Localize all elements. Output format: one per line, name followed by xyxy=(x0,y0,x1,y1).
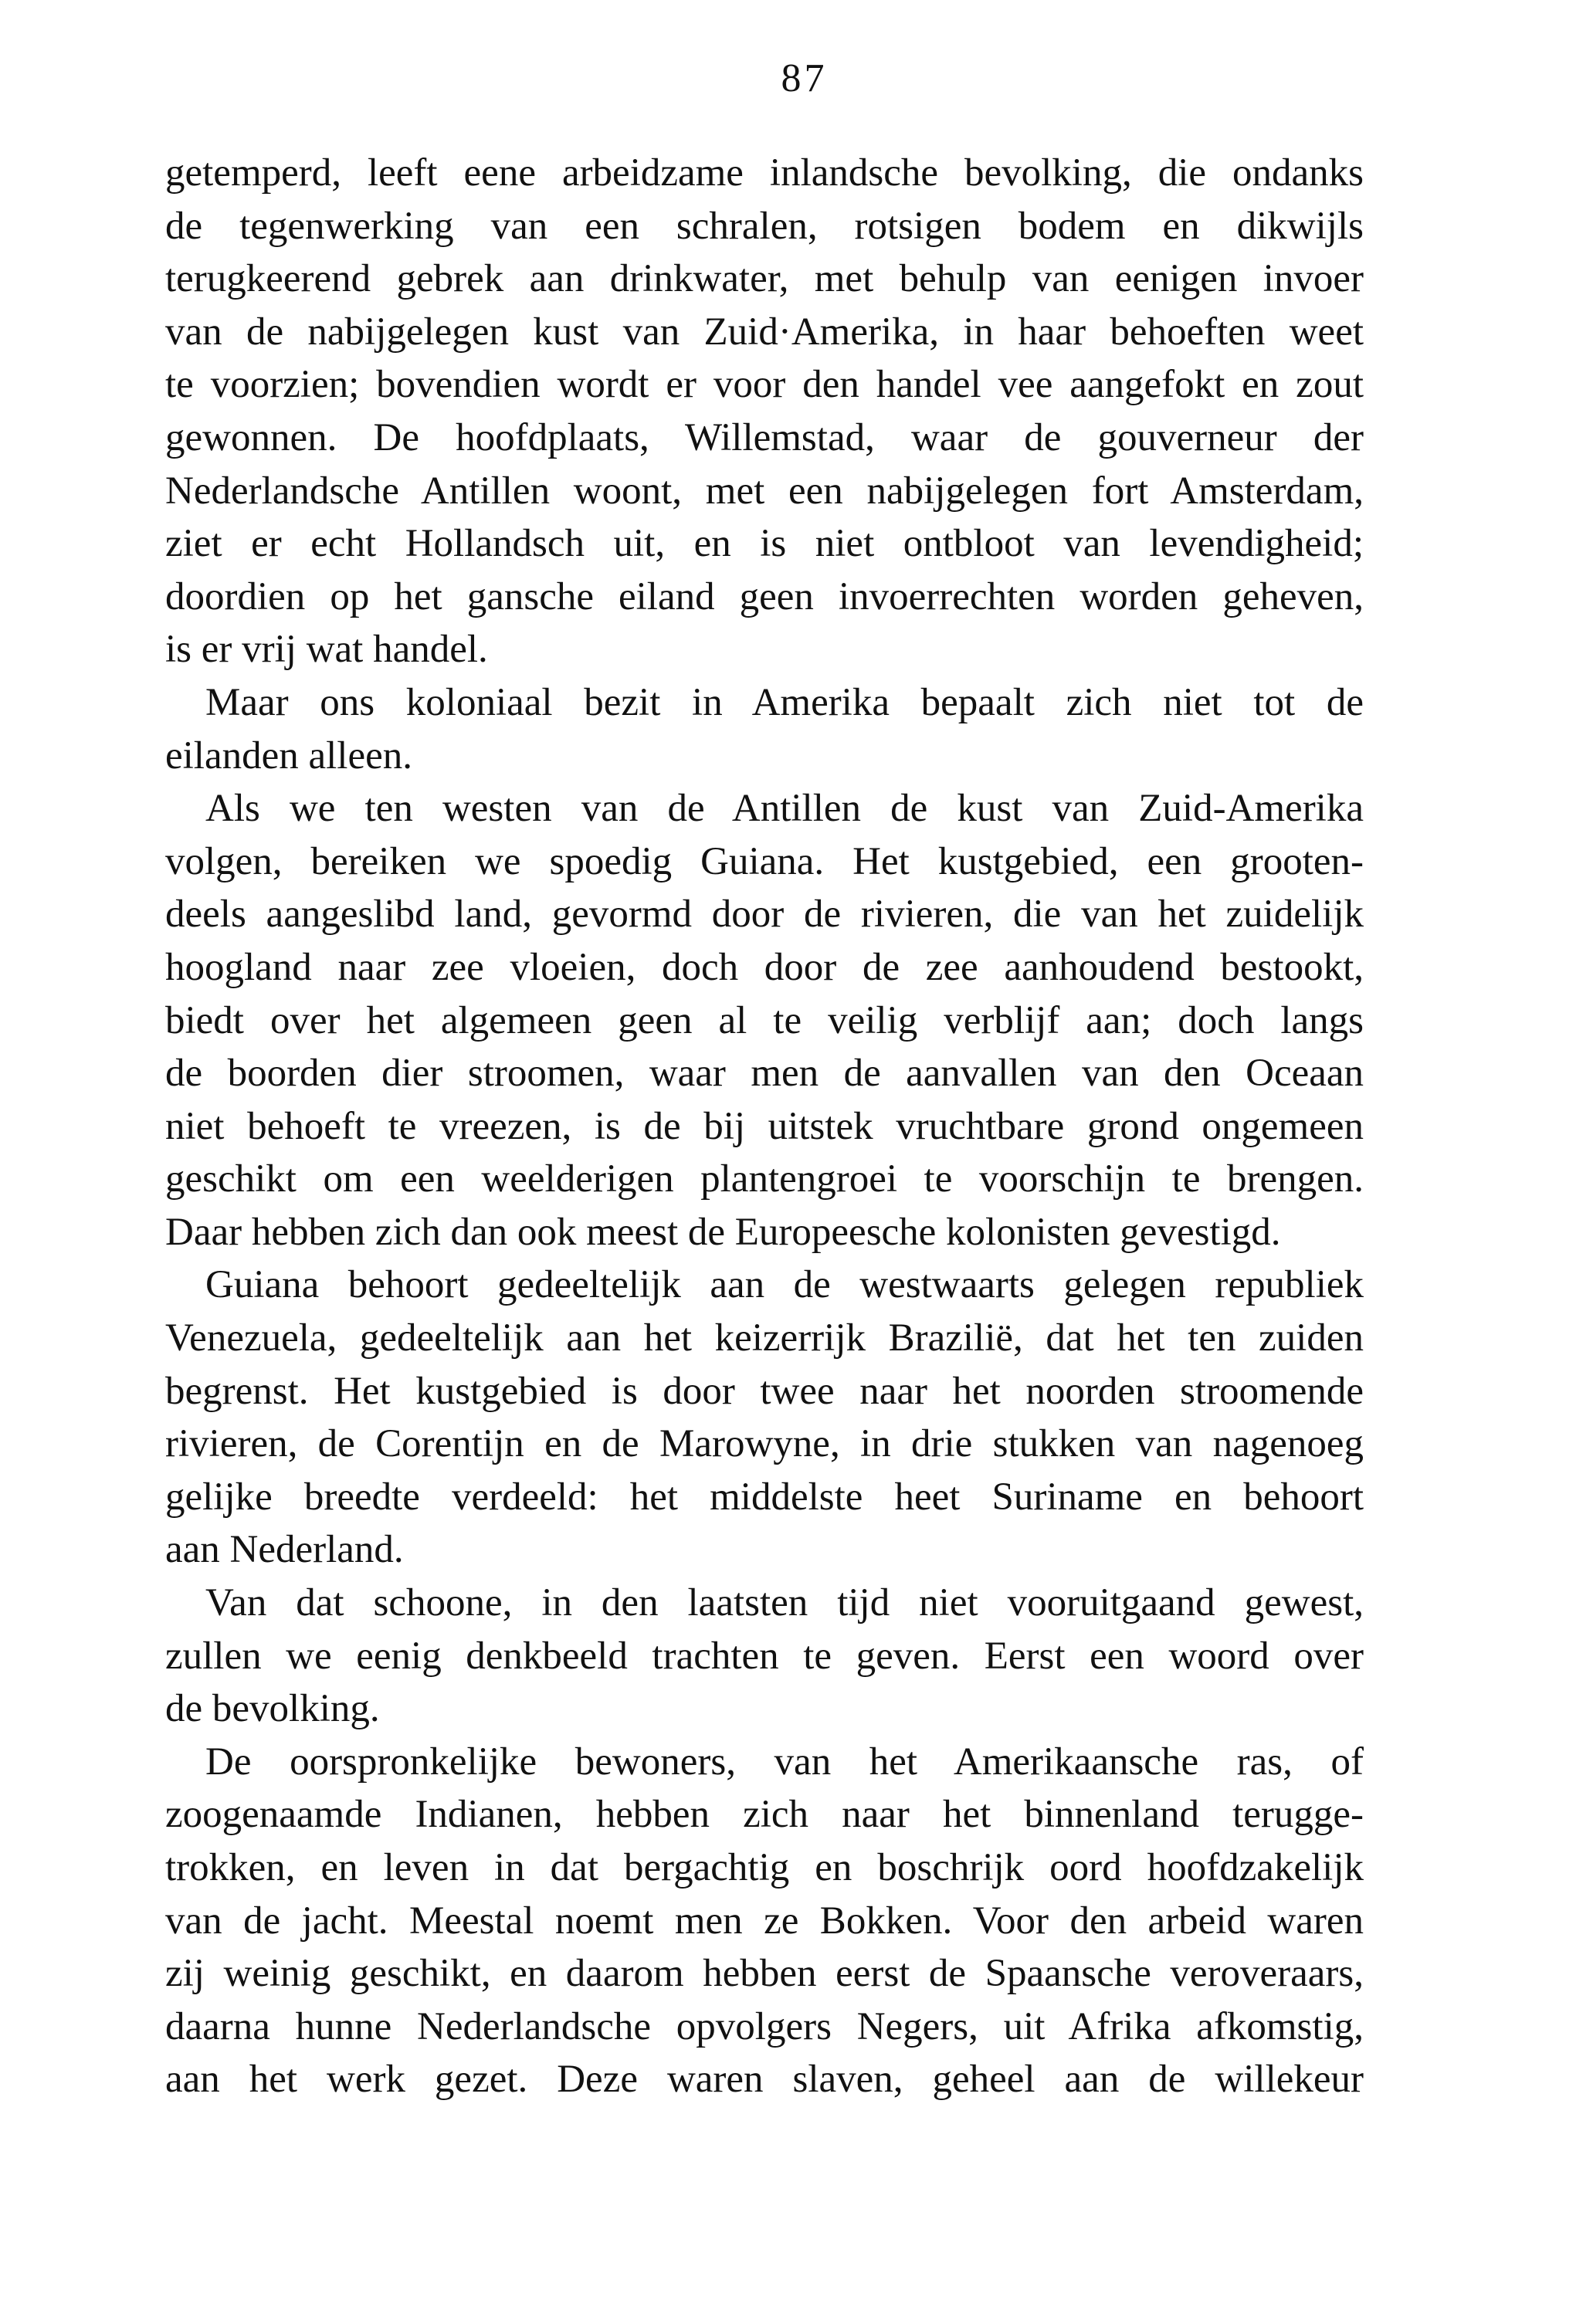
text-line: begrenst. Het kustgebied is door twee naar het noorden stroomende xyxy=(165,1369,1364,1413)
text-line: rivieren, de Corentijn en de Marowyne, in drie stukken van nagenoeg xyxy=(165,1422,1364,1466)
body-text xyxy=(165,147,1364,2106)
text-line: zij weinig geschikt, en daarom hebben eerst de Spaansche veroveraars, xyxy=(165,1952,1364,1996)
paragraph xyxy=(165,782,1364,1259)
text-line: de boorden dier stroomen, waar men de aanvallen van den Oceaan xyxy=(165,1052,1364,1096)
text-line: deels aangeslibd land, gevormd door de rivieren, die van het zuidelijk xyxy=(165,893,1364,937)
text-line: aan het werk gezet. Deze waren slaven, geheel aan de willekeur xyxy=(165,2058,1364,2102)
text-line: eilanden alleen. xyxy=(165,733,412,777)
text-line: gelijke breedte verdeeld: het middelste heet Suriname en behoort xyxy=(165,1475,1364,1519)
text-line: hoogland naar zee vloeien, doch door de zee aanhoudend bestookt, xyxy=(165,945,1364,989)
text-line: Als we ten westen van de Antillen de kust van Zuid-Amerika xyxy=(205,787,1364,831)
text-line: trokken, en leven in dat bergachtig en boschrijk oord hoofdzakelijk xyxy=(165,1846,1364,1889)
text-line: van de jacht. Meestal noemt men ze Bokken. Voor den arbeid waren xyxy=(165,1899,1364,1943)
text-line: van de nabijgelegen kust van Zuid·Amerika, in haar behoeften weet xyxy=(165,310,1364,354)
paragraph xyxy=(165,1577,1364,1736)
text-line: niet behoeft te vreezen, is de bij uitstek vruchtbare grond ongemeen xyxy=(165,1104,1364,1148)
text-line: ziet er echt Hollandsch uit, en is niet ontbloot van levendigheid; xyxy=(165,522,1364,566)
text-line: volgen, bereiken we spoedig Guiana. Het kustgebied, een grooten- xyxy=(165,839,1364,883)
text-line: daarna hunne Nederlandsche opvolgers Negers, uit Afrika afkomstig, xyxy=(165,2004,1364,2048)
text-line: Guiana behoort gedeeltelijk aan de westwaarts gelegen republiek xyxy=(205,1263,1364,1307)
text-line: biedt over het algemeen geen al te veilig verblijf aan; doch langs xyxy=(165,998,1364,1042)
text-line: getemperd, leeft eene arbeidzame inlandsche bevolking, die ondanks xyxy=(165,151,1364,195)
text-line: Daar hebben zich dan ook meest de Europeesche kolonisten gevestigd. xyxy=(165,1210,1281,1254)
text-line: Maar ons koloniaal bezit in Amerika bepaalt zich niet tot de xyxy=(205,680,1364,724)
text-line: Nederlandsche Antillen woont, met een nabijgelegen fort Amsterdam, xyxy=(165,469,1364,513)
text-line: terugkeerend gebrek aan drinkwater, met behulp van eenigen invoer xyxy=(165,257,1364,301)
paragraph xyxy=(165,676,1364,782)
text-line: Venezuela, gedeeltelijk aan het keizerrijk Brazilië, dat het ten zuiden xyxy=(165,1316,1364,1360)
page-number xyxy=(0,56,1593,102)
text-line: de bevolking. xyxy=(165,1687,380,1731)
text-line: de tegenwerking van een schralen, rotsigen bodem en dikwijls xyxy=(165,204,1364,248)
page-number-text: 87 xyxy=(781,56,828,100)
text-line: doordien op het gansche eiland geen invoerrechten worden geheven, xyxy=(165,574,1364,618)
text-line: geschikt om een weelderigen plantengroei te voorschijn te brengen. xyxy=(165,1157,1364,1201)
paragraph xyxy=(165,147,1364,676)
text-line: te voorzien; bovendien wordt er voor den handel vee aangefokt en zout xyxy=(165,363,1364,407)
text-line: gewonnen. De hoofdplaats, Willemstad, waar de gouverneur der xyxy=(165,415,1364,459)
text-line: De oorspronkelijke bewoners, van het Amerikaansche ras, of xyxy=(205,1740,1364,1784)
text-line: zoogenaamde Indianen, hebben zich naar het binnenland terugge- xyxy=(165,1793,1364,1837)
text-line: Van dat schoone, in den laatsten tijd niet vooruitgaand gewest, xyxy=(205,1581,1364,1625)
text-line: is er vrij wat handel. xyxy=(165,628,488,672)
text-line: aan Nederland. xyxy=(165,1528,404,1572)
paragraph xyxy=(165,1259,1364,1577)
text-line: zullen we eenig denkbeeld trachten te geven. Eerst een woord over xyxy=(165,1634,1364,1678)
paragraph xyxy=(165,1736,1364,2106)
